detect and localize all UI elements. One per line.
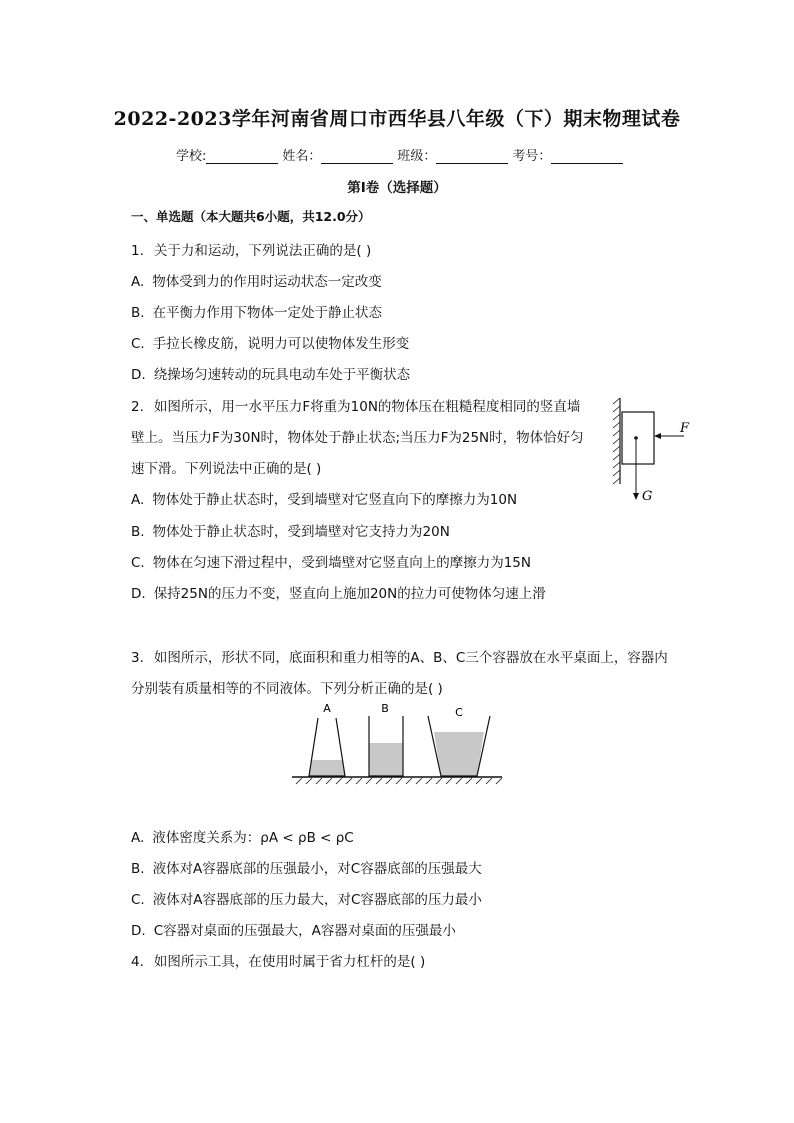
gravity-arrowhead	[633, 493, 639, 500]
option-text: C容器对桌面的压强最大，A容器对桌面的压强最小	[153, 923, 456, 939]
q1-option-d[interactable]	[131, 363, 410, 383]
option-key: D.	[131, 586, 146, 602]
option-text: 物体在匀速下滑过程中，受到墙壁对它竖直向上的摩擦力为15N	[152, 555, 531, 571]
question-group-title: 一、单选题（本大题共6小题，共12.0分）	[131, 209, 371, 224]
option-text: 物体受到力的作用时运动状态一定改变	[152, 274, 382, 290]
class-blank[interactable]	[436, 149, 508, 164]
option-key: C.	[131, 892, 145, 908]
option-text: 保持25N的压力不变，竖直向上施加20N的拉力可使物体匀速上滑	[153, 586, 546, 602]
option-key: D.	[131, 367, 146, 383]
q1-number: 1.	[131, 243, 144, 259]
option-key: B.	[131, 861, 145, 877]
q1-option-a[interactable]	[131, 270, 382, 290]
student-info-line	[176, 145, 627, 164]
option-key: C.	[131, 336, 145, 352]
q1-stem: 关于力和运动，下列说法正确的是( )	[153, 243, 372, 259]
option-text: 绕操场匀速转动的玩具电动车处于平衡状态	[153, 367, 411, 383]
block-rect	[622, 412, 654, 464]
q2-stem-1: 如图所示，用一水平压力F将重为10N的物体压在粗糙程度相同的竖直墙	[153, 399, 581, 415]
force-arrowhead	[654, 433, 661, 439]
container-b-liquid	[369, 743, 403, 776]
q1-option-b[interactable]	[131, 301, 382, 321]
center-dot	[634, 436, 638, 440]
option-key: A.	[131, 492, 145, 508]
q4-number: 4.	[131, 954, 144, 970]
q2-option-a[interactable]	[131, 488, 517, 508]
force-label: F	[680, 421, 690, 436]
table-hatching	[296, 778, 502, 784]
q3-option-d[interactable]	[131, 919, 456, 939]
option-text: 在平衡力作用下物体一定处于静止状态	[152, 305, 383, 321]
q2-option-b[interactable]	[131, 520, 450, 540]
container-a-label: A	[323, 702, 331, 715]
school-label: 学校:	[176, 149, 207, 164]
exam-number-label: 考号：	[512, 149, 552, 164]
q3-stem-line-1	[131, 646, 668, 666]
section-heading: 第I卷（选择题）	[347, 180, 447, 196]
option-text: 液体对A容器底部的压强最小，对C容器底部的压强最大	[152, 861, 482, 877]
q4-stem-line	[131, 950, 425, 970]
name-label: 姓名：	[282, 149, 322, 164]
school-blank[interactable]	[206, 149, 278, 164]
option-key: B.	[131, 524, 145, 540]
gravity-label: G	[642, 489, 653, 504]
exam-number-blank[interactable]	[551, 149, 623, 164]
q2-stem-line-1	[131, 395, 580, 415]
q1-stem-line	[131, 239, 371, 259]
option-key: B.	[131, 305, 145, 321]
class-label: 班级：	[397, 149, 437, 164]
q2-stem-line-2: 壁上。当压力F为30N时，物体处于静止状态;当压力F为25N时，物体恰好匀	[131, 430, 584, 446]
q3-option-b[interactable]	[131, 857, 482, 877]
q2-stem-line-3: 速下滑。下列说法中正确的是( )	[131, 461, 322, 477]
q3-option-a[interactable]	[131, 826, 354, 846]
q3-option-c[interactable]	[131, 888, 482, 908]
q2-wall-block-figure	[610, 396, 700, 508]
q1-option-c[interactable]	[131, 332, 409, 352]
container-a-liquid	[309, 760, 345, 776]
q3-containers-figure	[290, 698, 504, 790]
option-text: 手拉长橡皮筋，说明力可以使物体发生形变	[152, 336, 410, 352]
option-key: A.	[131, 830, 145, 846]
q4-stem: 如图所示工具，在使用时属于省力杠杆的是( )	[153, 954, 426, 970]
wall-hatching	[613, 398, 620, 484]
option-text: 物体处于静止状态时，受到墙壁对它竖直向下的摩擦力为10N	[152, 492, 518, 508]
q2-number: 2.	[131, 399, 144, 415]
q3-stem-line-2: 分别装有质量相等的不同液体。下列分析正确的是( )	[131, 681, 443, 697]
q2-option-d[interactable]	[131, 582, 546, 602]
container-b-label: B	[381, 702, 389, 715]
q2-option-c[interactable]	[131, 551, 531, 571]
option-key: D.	[131, 923, 146, 939]
name-blank[interactable]	[321, 149, 393, 164]
option-key: C.	[131, 555, 145, 571]
option-text: 液体密度关系为：ρA < ρB < ρC	[152, 830, 354, 846]
q3-stem-1: 如图所示，形状不同，底面积和重力相等的A、B、C三个容器放在水平桌面上，容器内	[153, 650, 668, 666]
option-text: 物体处于静止状态时，受到墙壁对它支持力为20N	[152, 524, 450, 540]
q3-number: 3.	[131, 650, 144, 666]
container-c-label: C	[455, 706, 463, 719]
container-c-liquid	[434, 732, 484, 776]
option-key: A.	[131, 274, 145, 290]
option-text: 液体对A容器底部的压力最大，对C容器底部的压力最小	[152, 892, 482, 908]
exam-title: 2022-2023学年河南省周口市西华县八年级（下）期末物理试卷	[113, 108, 681, 130]
